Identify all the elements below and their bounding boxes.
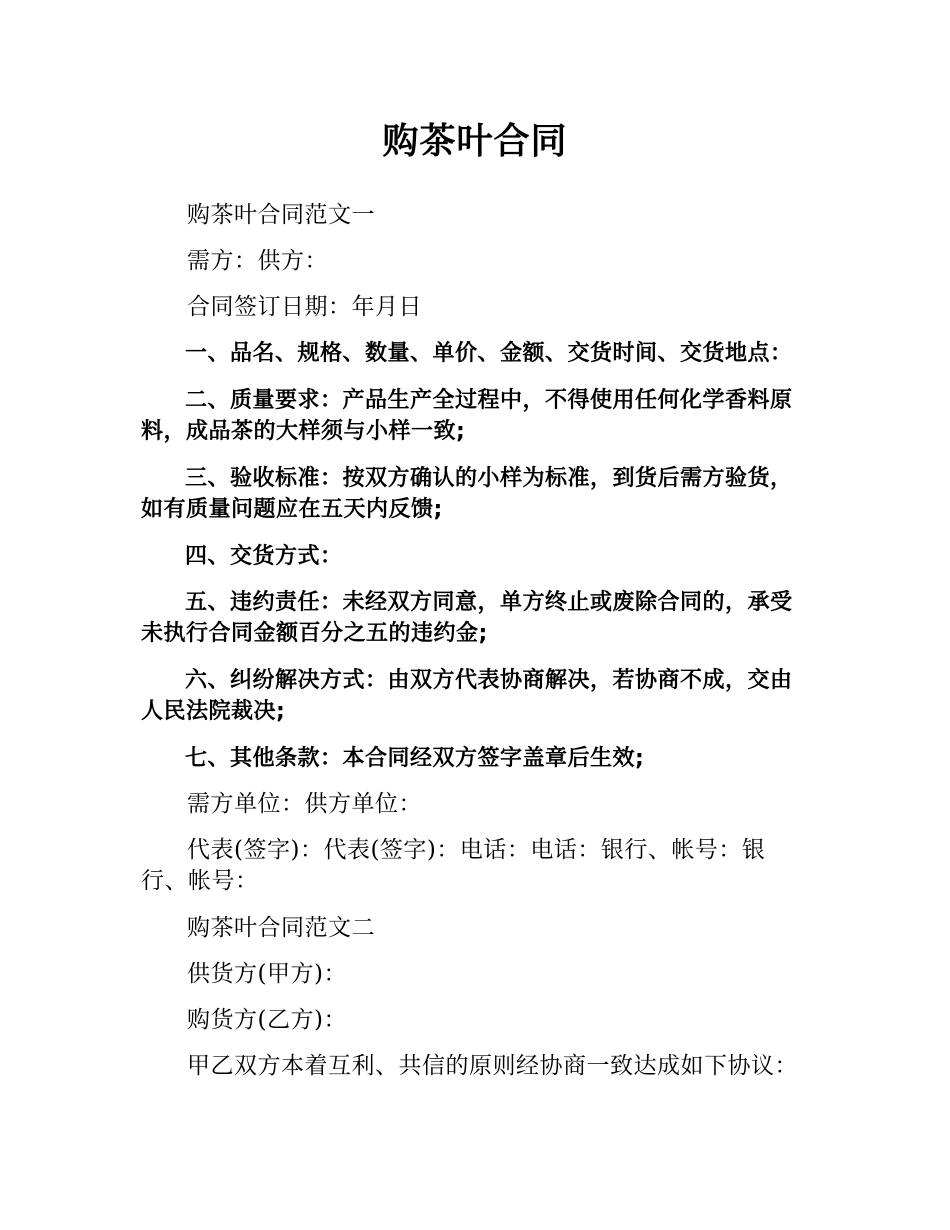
clause-7-other-terms: 七、其他条款：本合同经双方签字盖章后生效; [185,746,645,771]
document-body [141,200,805,1097]
clause-3-acceptance: 三、验收标准：按双方确认的小样为标准，到货后需方验货，如有质量问题应在五天内反馈; [141,466,793,522]
clause-6-dispute: 六、纠纷解决方式：由双方代表协商解决，若协商不成，交由人民法院裁决; [141,668,793,724]
paragraph-units: 需方单位：供方单位： [187,791,422,817]
clause-1-product-details: 一、品名、规格、数量、单价、金额、交货时间、交货地点： [185,341,793,366]
paragraph-signing-date: 合同签订日期：年月日 [187,294,422,320]
paragraph-agreement-intro: 甲乙双方本着互利、共信的原则经协商一致达成如下协议： [187,1053,798,1079]
clause-5-liability: 五、违约责任：未经双方同意，单方终止或废除合同的，承受未执行合同金额百分之五的违约金; [141,590,793,646]
document-title: 购茶叶合同 [382,121,568,162]
paragraph-template-2-heading: 购茶叶合同范文二 [187,915,375,941]
paragraph-supplier-party-a: 供货方(甲方)： [187,961,347,987]
paragraph-parties: 需方：供方： [187,248,328,274]
clause-4-delivery: 四、交货方式： [185,544,343,569]
clause-2-quality: 二、质量要求：产品生产全过程中，不得使用任何化学香料原料，成品茶的大样须与小样一致; [141,388,793,444]
paragraph-buyer-party-b: 购货方(乙方)： [187,1007,347,1033]
paragraph-signatures: 代表(签字)：代表(签字)：电话：电话：银行、帐号：银行、帐号： [141,837,766,894]
paragraph-template-1-heading: 购茶叶合同范文一 [187,202,375,228]
